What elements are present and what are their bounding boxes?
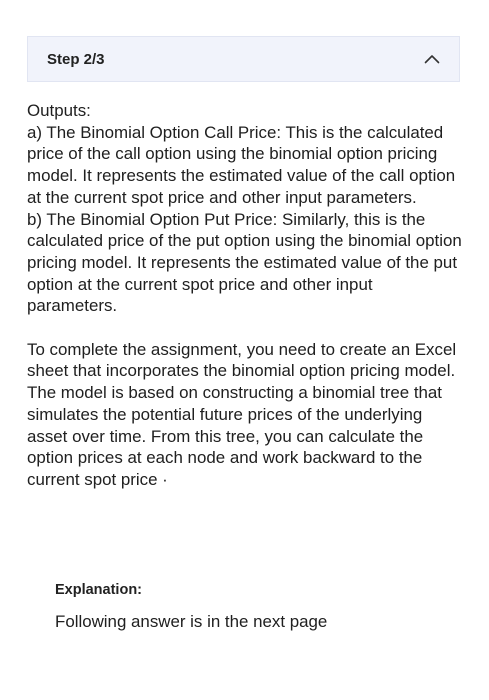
explanation-title: Explanation: [55, 582, 143, 598]
put-price-description: b) The Binomial Option Put Price: Similarly, this is the calculated price of the put option using the binomial option pricing model. It represents the estimated value of the put option at the current spot price and other input parameters. [27, 209, 462, 316]
explanation-text: Following answer is in the next page [55, 612, 328, 631]
step-header[interactable] [27, 36, 460, 82]
explanation-section [55, 582, 455, 632]
outputs-heading: Outputs: [27, 101, 91, 120]
paragraph-spacer [27, 317, 467, 339]
assignment-description: To complete the assignment, you need to create an Excel sheet that incorporates the binomial option pricing model. The model is based on constructing a binomial tree that simulates the potential future prices of the underlying asset over time. From this tree, you can calculate the option prices at each node and work backward to the current spot price · [27, 339, 457, 489]
step-title: Step 2/3 [47, 50, 105, 68]
step-content [27, 100, 467, 491]
call-price-description: a) The Binomial Option Call Price: This is the calculated price of the call option using the binomial option pricing model. It represents the estimated value of the call option at the current spot price and other input parameters. [27, 122, 456, 207]
chevron-up-icon[interactable] [424, 54, 440, 64]
